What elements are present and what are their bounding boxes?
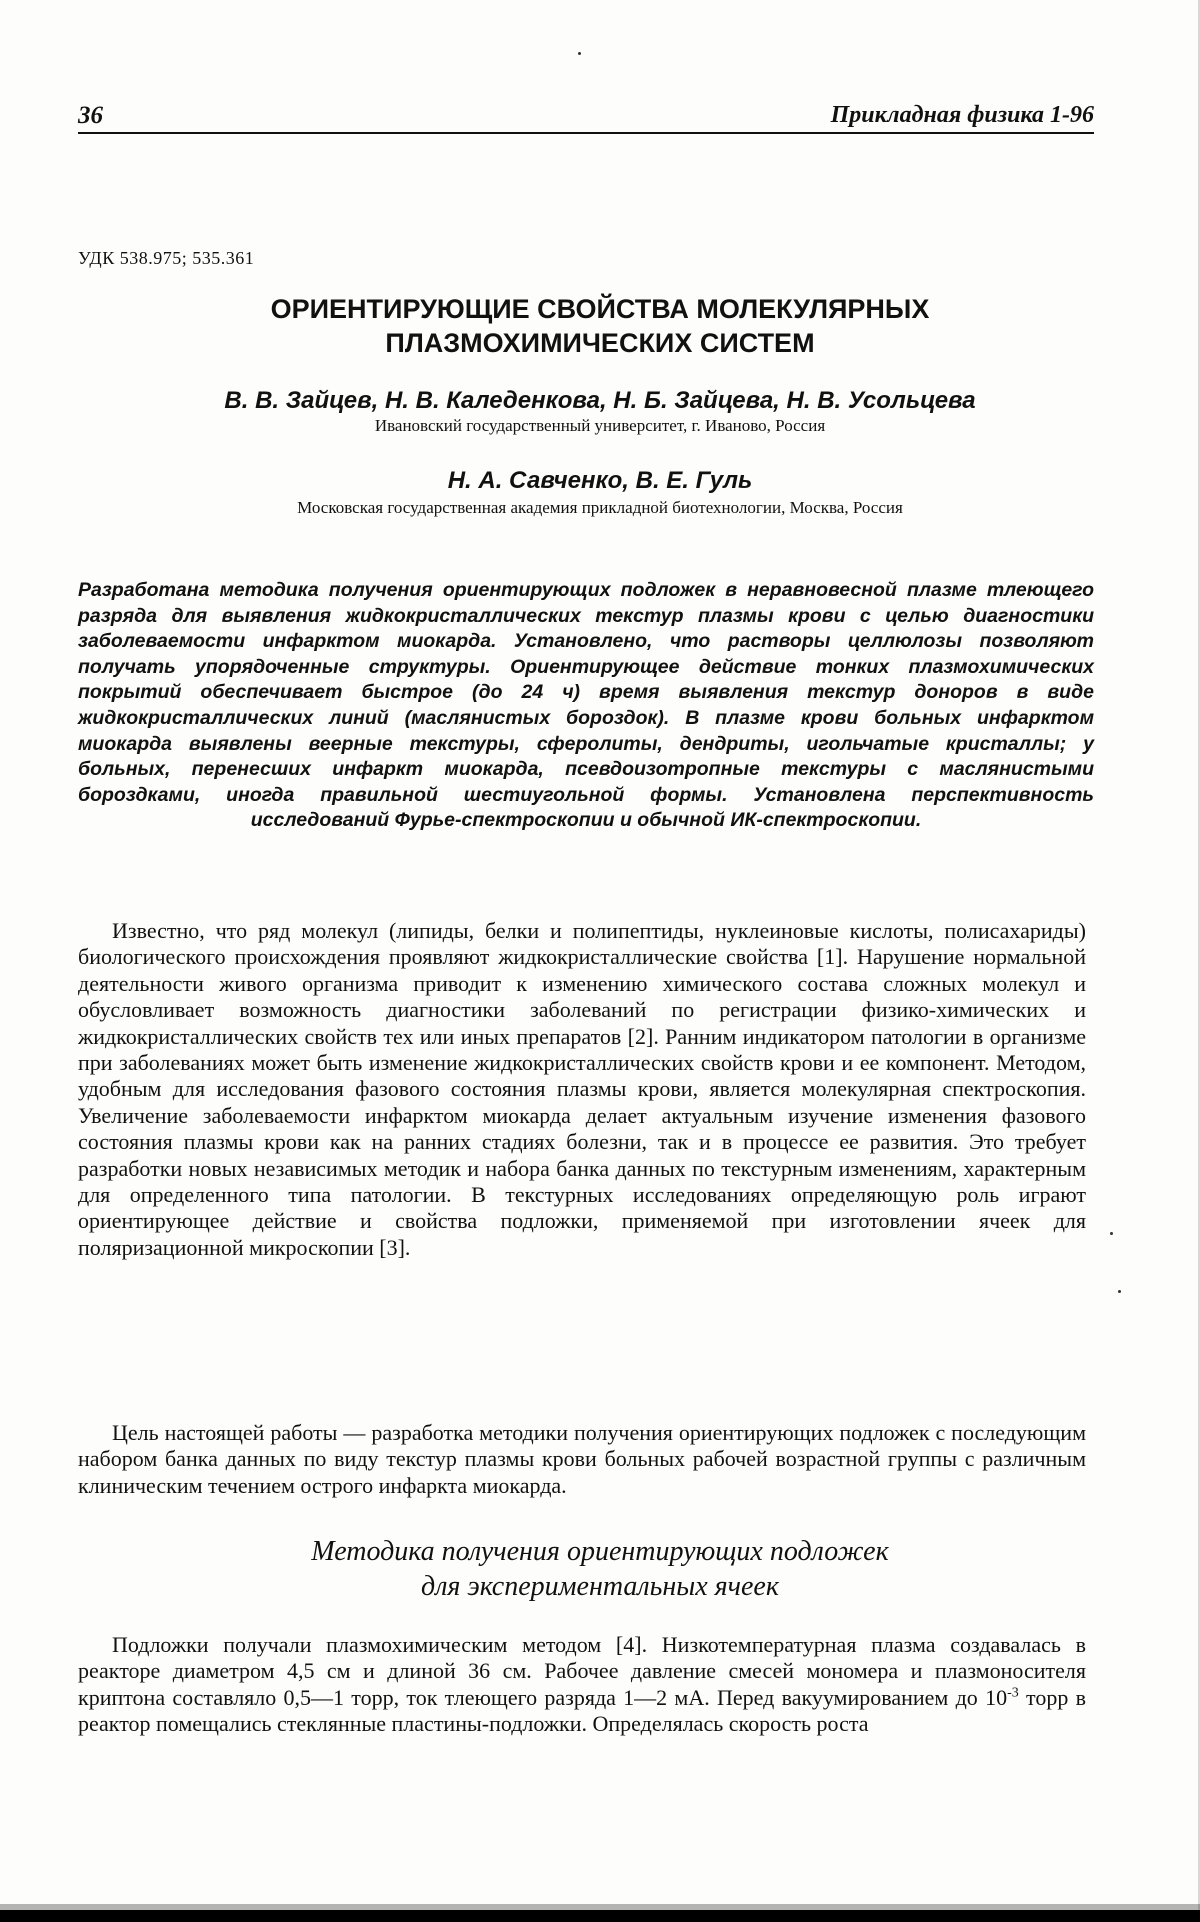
- abstract: Разработана методика получения ориентирующих подложек в неравновесной плазме тлеющего разряда для выявления жидкокристаллических текстур плазмы крови с целью диагностики заболеваемости инфарктом миокарда. Установлено, что растворы целлюлозы позволяют получать упорядоченные структуры. Ориентирующее действие тонких плазмохимических покрытий обеспечивает быстрое (до 24 ч) время выявления текстур доноров в виде жидкокристаллических линий (маслянистых бороздок). В плазме крови больных инфарктом миокарда выявлены веерные текстуры, сферолиты, дендриты, игольчатые кристаллы; у больных, перенесших инфаркт миокарда, псевдоизотропные текстуры с маслянистыми бороздками, иногда правильной шестиугольной формы. Установлена перспективность исследований Фурье-спектроскопии и обычной ИК-спектроскопии.: [78, 579, 1094, 832]
- scan-speck: [1118, 1290, 1121, 1293]
- body-paragraph-1: Известно, что ряд молекул (липиды, белки и полипептиды, нуклеиновые кислоты, полисахариды) биологического происхождения проявляют жидкокристаллические свойства [1]. Нарушение нормальной деятельности живого организма приводит к изменению химического состава сложных молекул и обусловливает возможность диагностики заболеваний по регистрации физико-химических и жидкокристаллических свойств тех или иных препаратов [2]. Ранним индикатором патологии в организме при заболеваниях может быть изменение жидкокристаллических свойств крови и ее компонент. Методом, удобным для исследования фазового состояния плазмы крови, является молекулярная спектроскопия. Увеличение заболеваемости инфарктом миокарда делает актуальным изучение изменения фазового состояния плазмы крови как на ранних стадиях болезни, так и в процессе ее развития. Это требует разработки новых независимых методик и набора банка данных по текстурным изменениям, характерным для определенного типа патологии. В текстурных исследованиях определяющую роль играют ориентирующее действие и свойства подложки, применяемой при изготовлении ячеек для поляризационной микроскопии [3].: [78, 918, 1086, 1260]
- section-paragraph: [78, 1632, 1086, 1738]
- authors-group-2: Н. А. Савченко, В. Е. Гуль: [447, 467, 753, 494]
- affiliation-1: Ивановский государственный университет, г. Иваново, Россия: [374, 416, 826, 435]
- authors-group-1: В. В. Зайцев, Н. В. Каледенкова, Н. Б. Зайцева, Н. В. Усольцева: [224, 387, 976, 414]
- section-heading-line-1: Методика получения ориентирующих подложек: [311, 1536, 889, 1567]
- journal-title: Прикладная физика 1-96: [830, 102, 1094, 128]
- scan-speck: [1110, 1232, 1113, 1235]
- scan-edge-bottom: [0, 1910, 1200, 1922]
- article-title-line-1: ОРИЕНТИРУЮЩИЕ СВОЙСТВА МОЛЕКУЛЯРНЫХ: [270, 294, 930, 324]
- pressure-exponent: -3: [1007, 1685, 1019, 1701]
- section-paragraph-part-1: Подложки получали плазмохимическим методом [4]. Низкотемпературная плазма создавалась в реакторе диаметром 4,5 см и длиной 36 см. Рабочее давление смесей мономера и плазмоносителя криптона составляло 0,5—1 торр, ток тлеющего разряда 1—2 мА. Перед вакуумированием до 10: [78, 1632, 1086, 1710]
- header-rule: [78, 132, 1094, 134]
- section-heading: [120, 1534, 1080, 1604]
- article-title: [120, 292, 1080, 360]
- scan-speck: [578, 52, 581, 55]
- running-header: [78, 100, 1094, 134]
- affiliation-2: Московская государственная академия прикладной биотехнологии, Москва, Россия: [297, 498, 903, 517]
- article-title-line-2: ПЛАЗМОХИМИЧЕСКИХ СИСТЕМ: [385, 328, 815, 358]
- section-heading-line-2: для экспериментальных ячеек: [421, 1571, 779, 1602]
- udk-code: УДК 538.975; 535.361: [78, 248, 255, 268]
- page-number: 36: [78, 102, 103, 129]
- body-paragraph-2: Цель настоящей работы — разработка методики получения ориентирующих подложек с последующим набором банка данных по виду текстур плазмы крови больных рабочей возрастной группы с различным клиническим течением острого инфаркта миокарда.: [78, 1420, 1086, 1498]
- section-paragraph-part-2: торр в реактор помещались стеклянные пластины-подложки. Определялась скорость роста: [78, 1684, 1086, 1737]
